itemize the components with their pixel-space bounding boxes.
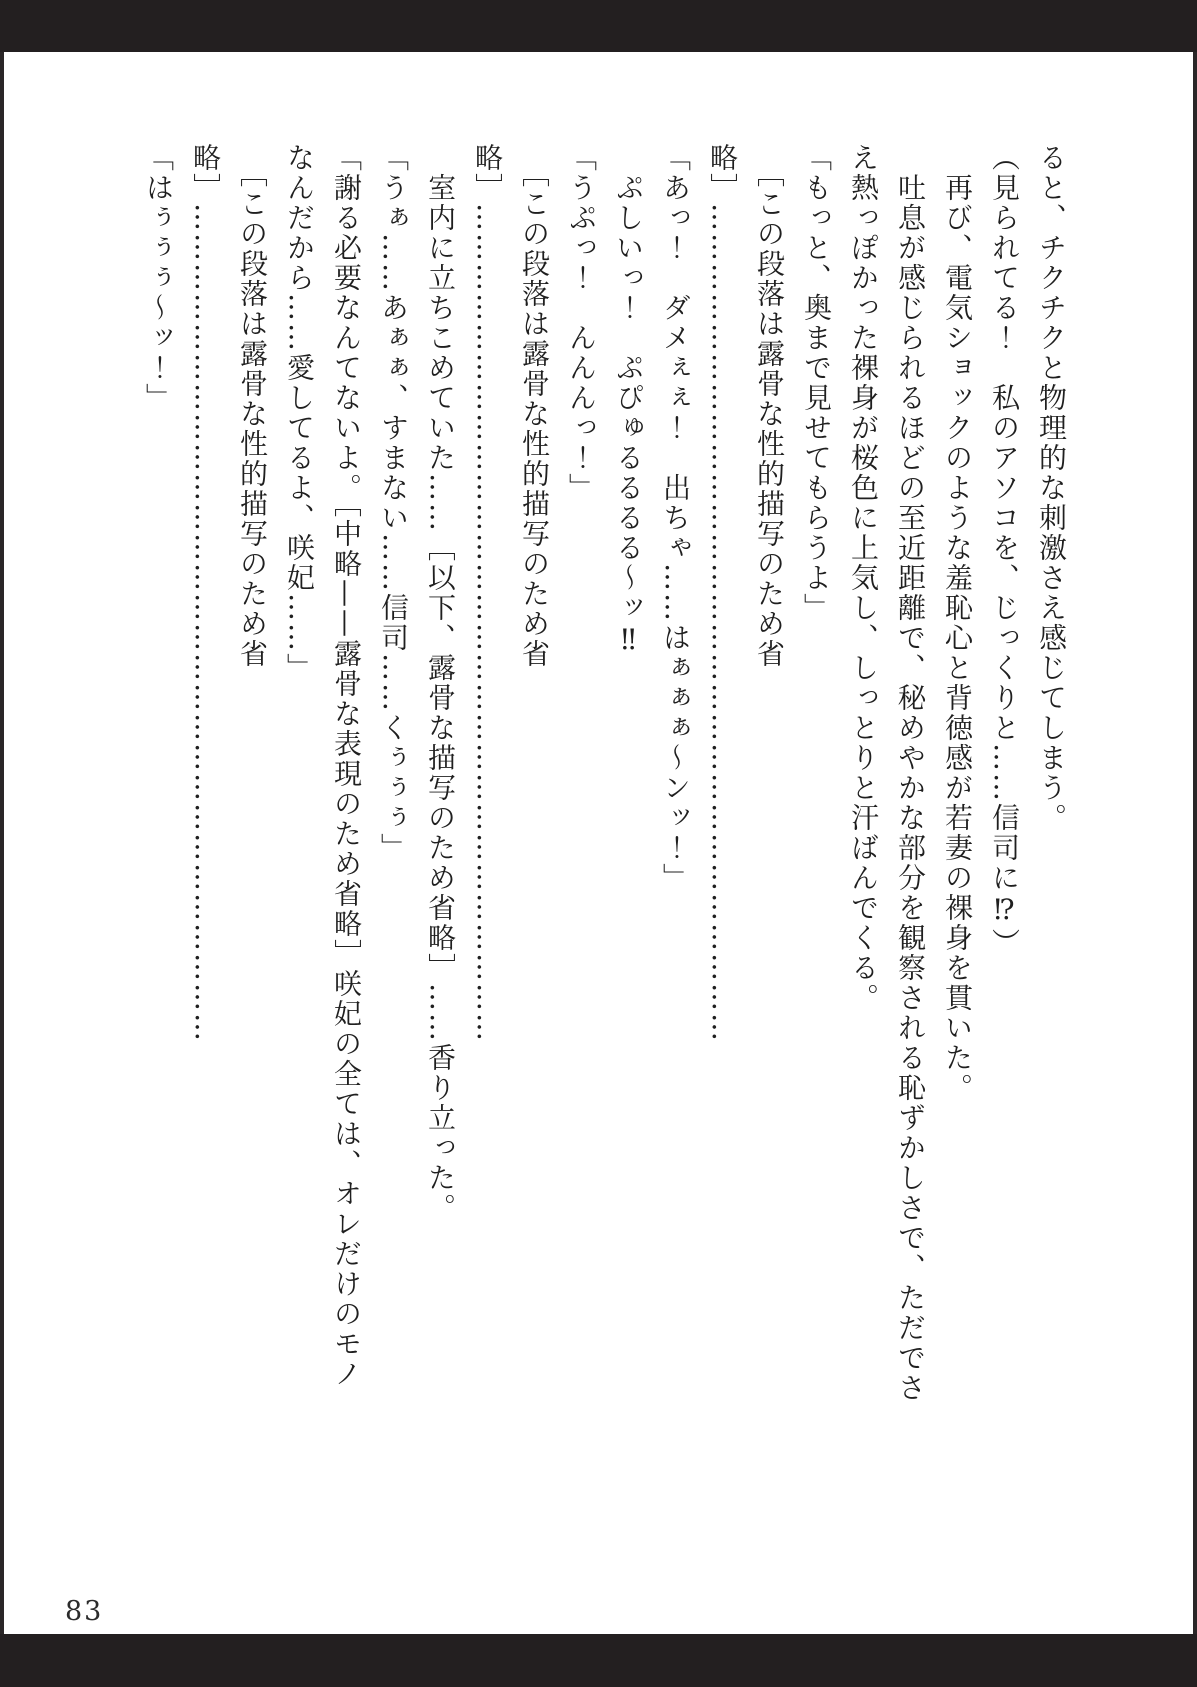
paragraph: 室内に立ちこめていた……［以下、露骨な描写のため省略］……香り立った。 [424,143,457,1223]
paragraph: ［この段落は露骨な性的描写のため省略］………………………………………………………………………… [706,143,786,1043]
paragraph: 「はぅぅぅ～ッ！」 [142,143,175,413]
paragraph: 「あっ！ ダメぇぇ！ 出ちゃ……はぁぁぁ～ンッ！」 [659,143,692,893]
paragraph: 「謝る必要なんてないよ。［中略——露骨な表現のため省略］咲妃の全ては、オレだけのモノなんだから……愛してるよ、咲妃……」 [283,143,363,1389]
left-page-edge [0,0,4,1687]
paragraph: （見られてる！ 私のアソコを、じっくりと……信司に⁉） [988,143,1021,958]
page-text [85,143,1075,1410]
paragraph: ［この段落は露骨な性的描写のため省略］………………………………………………………………………… [471,143,551,1043]
paragraph: 「うぷっ！ んんんっ！」 [565,143,598,503]
paragraph: 再び、電気ショックのような羞恥心と背徳感が若妻の裸身を貫いた。 [941,143,974,1103]
paragraph: ぷしいっ！ ぷぴゅるるるる～ッ‼ [612,143,645,658]
paragraph: 「うぁ……あぁぁ、すまない……信司……くぅぅぅ」 [377,143,410,863]
top-black-bar [0,0,1197,52]
bottom-black-bar [0,1634,1197,1687]
paragraph: 吐息が感じられるほどの至近距離で、秘めやかな部分を観察される恥ずかしさで、ただでさえ熱っぽかった裸身が桜色に上気し、しっとりと汗ばんでくる。 [847,143,927,1403]
page-number: 83 [65,1596,104,1627]
right-page-edge [1193,0,1197,1687]
paragraph: 「もっと、奥まで見せてもらうよ」 [800,143,833,623]
paragraph: ると、チクチクと物理的な刺激さえ感じてしまう。 [1035,143,1068,833]
paragraph: ［この段落は露骨な性的描写のため省略］………………………………………………………………………… [189,143,269,1043]
